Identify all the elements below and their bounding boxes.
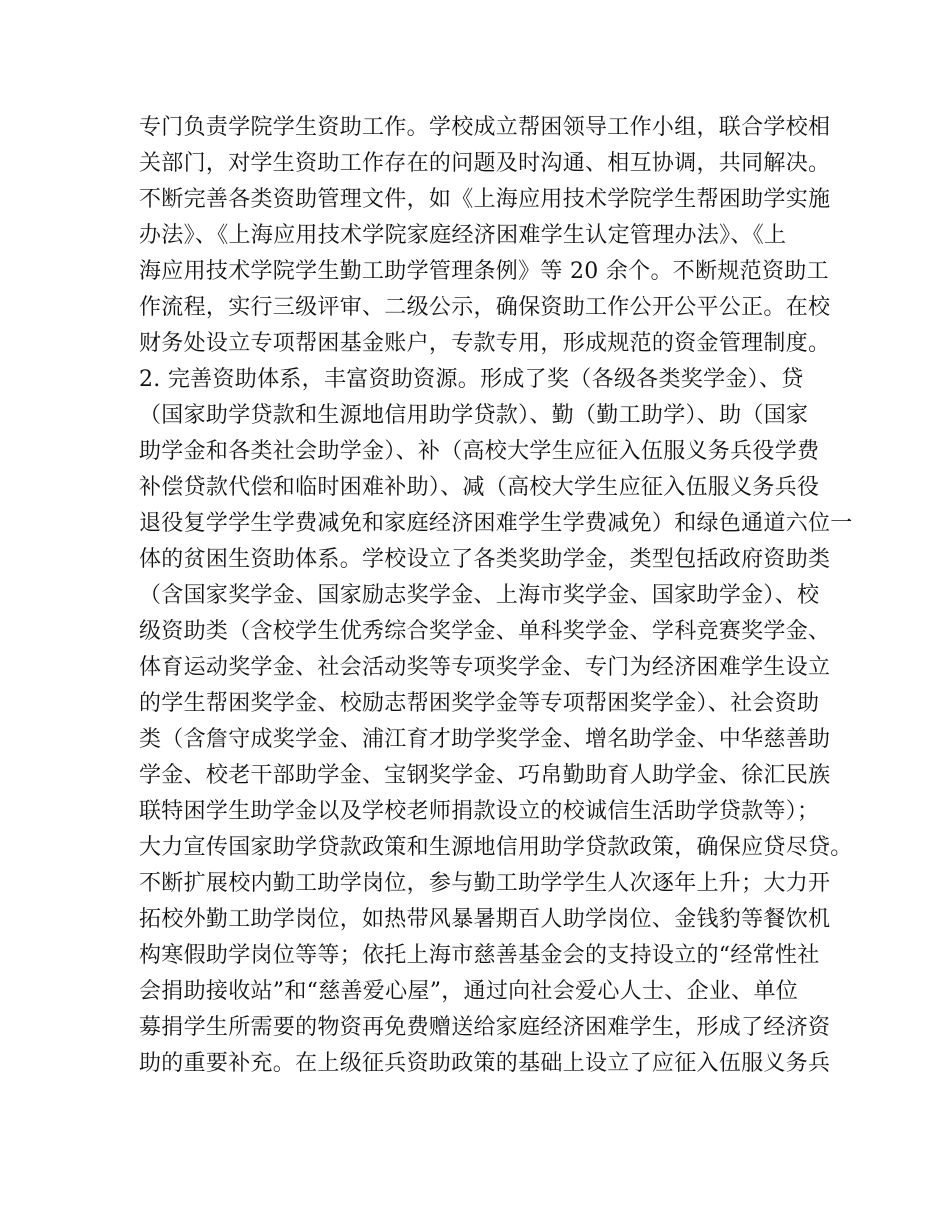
text-line: 构寒假助学岗位等等；依托上海市慈善基金会的支持设立的“经常性社: [139, 943, 820, 968]
text-line: 学金、校老干部助学金、宝钢奖学金、巧帛勤助育人助学金、徐汇民族: [139, 763, 831, 788]
text-line: 作流程，实行三级评审、二级公示，确保资助工作公开公平公正。在校: [139, 295, 831, 320]
text-line: 大力宣传国家助学贷款政策和生源地信用助学贷款政策，确保应贷尽贷。: [139, 835, 853, 860]
text-line: 类（含詹守成奖学金、浦江育才助学奖学金、增名助学金、中华慈善助: [139, 727, 831, 752]
text-line: （国家助学贷款和生源地信用助学贷款）、勤（勤工助学）、助（国家: [139, 403, 809, 428]
text-line: 补偿贷款代偿和临时困难补助）、减（高校大学生应征入伍服义务兵役: [139, 475, 820, 500]
text-line: 财务处设立专项帮困基金账户，专款专用，形成规范的资金管理制度。: [139, 331, 831, 356]
body-text: [139, 110, 853, 1082]
text-line: 联特困学生助学金以及学校老师捐款设立的校诚信生活助学贷款等）；: [139, 799, 820, 824]
text-line: 关部门，对学生资助工作存在的问题及时沟通、相互协调，共同解决。: [139, 151, 831, 176]
text-line: 拓校外勤工助学岗位，如热带风暴暑期百人助学岗位、金钱豹等餐饮机: [139, 907, 831, 932]
text-line: 体育运动奖学金、社会活动奖等专项奖学金、专门为经济困难学生设立: [139, 655, 831, 680]
text-line: 募捐学生所需要的物资再免费赠送给家庭经济困难学生，形成了经济资: [139, 1015, 831, 1040]
text-line: 的学生帮困奖学金、校励志帮困奖学金等专项帮困奖学金）、社会资助: [139, 691, 820, 716]
text-line: 级资助类（含校学生优秀综合奖学金、单科奖学金、学科竞赛奖学金、: [139, 619, 831, 644]
text-line: 海应用技术学院学生勤工助学管理条例》等 20 余个。不断规范资助工: [139, 259, 829, 284]
text-line: 会捐助接收站”和“慈善爱心屋”，通过向社会爱心人士、企业、单位: [139, 979, 799, 1004]
text-line: 助学金和各类社会助学金）、补（高校大学生应征入伍服义务兵役学费: [139, 439, 820, 464]
text-line: 助的重要补充。在上级征兵资助政策的基础上设立了应征入伍服义务兵: [139, 1051, 831, 1076]
text-line: 不断扩展校内勤工助学岗位，参与勤工助学学生人次逐年上升；大力开: [139, 871, 831, 896]
text-line: 体的贫困生资助体系。学校设立了各类奖助学金，类型包括政府资助类: [139, 547, 831, 572]
text-line: 2. 完善资助体系，丰富资助资源。形成了奖（各级各类奖学金）、贷: [139, 367, 804, 392]
text-line: 退役复学学生学费减免和家庭经济困难学生学费减免）和绿色通道六位一: [139, 511, 853, 536]
text-line: 办法》、《上海应用技术学院家庭经济困难学生认定管理办法》、《上: [139, 223, 787, 248]
text-line: （含国家奖学金、国家励志奖学金、上海市奖学金、国家助学金）、校: [139, 583, 820, 608]
text-line: 专门负责学院学生资助工作。学校成立帮困领导工作小组，联合学校相: [139, 115, 831, 140]
text-line: 不断完善各类资助管理文件，如《上海应用技术学院学生帮困助学实施: [139, 187, 831, 212]
